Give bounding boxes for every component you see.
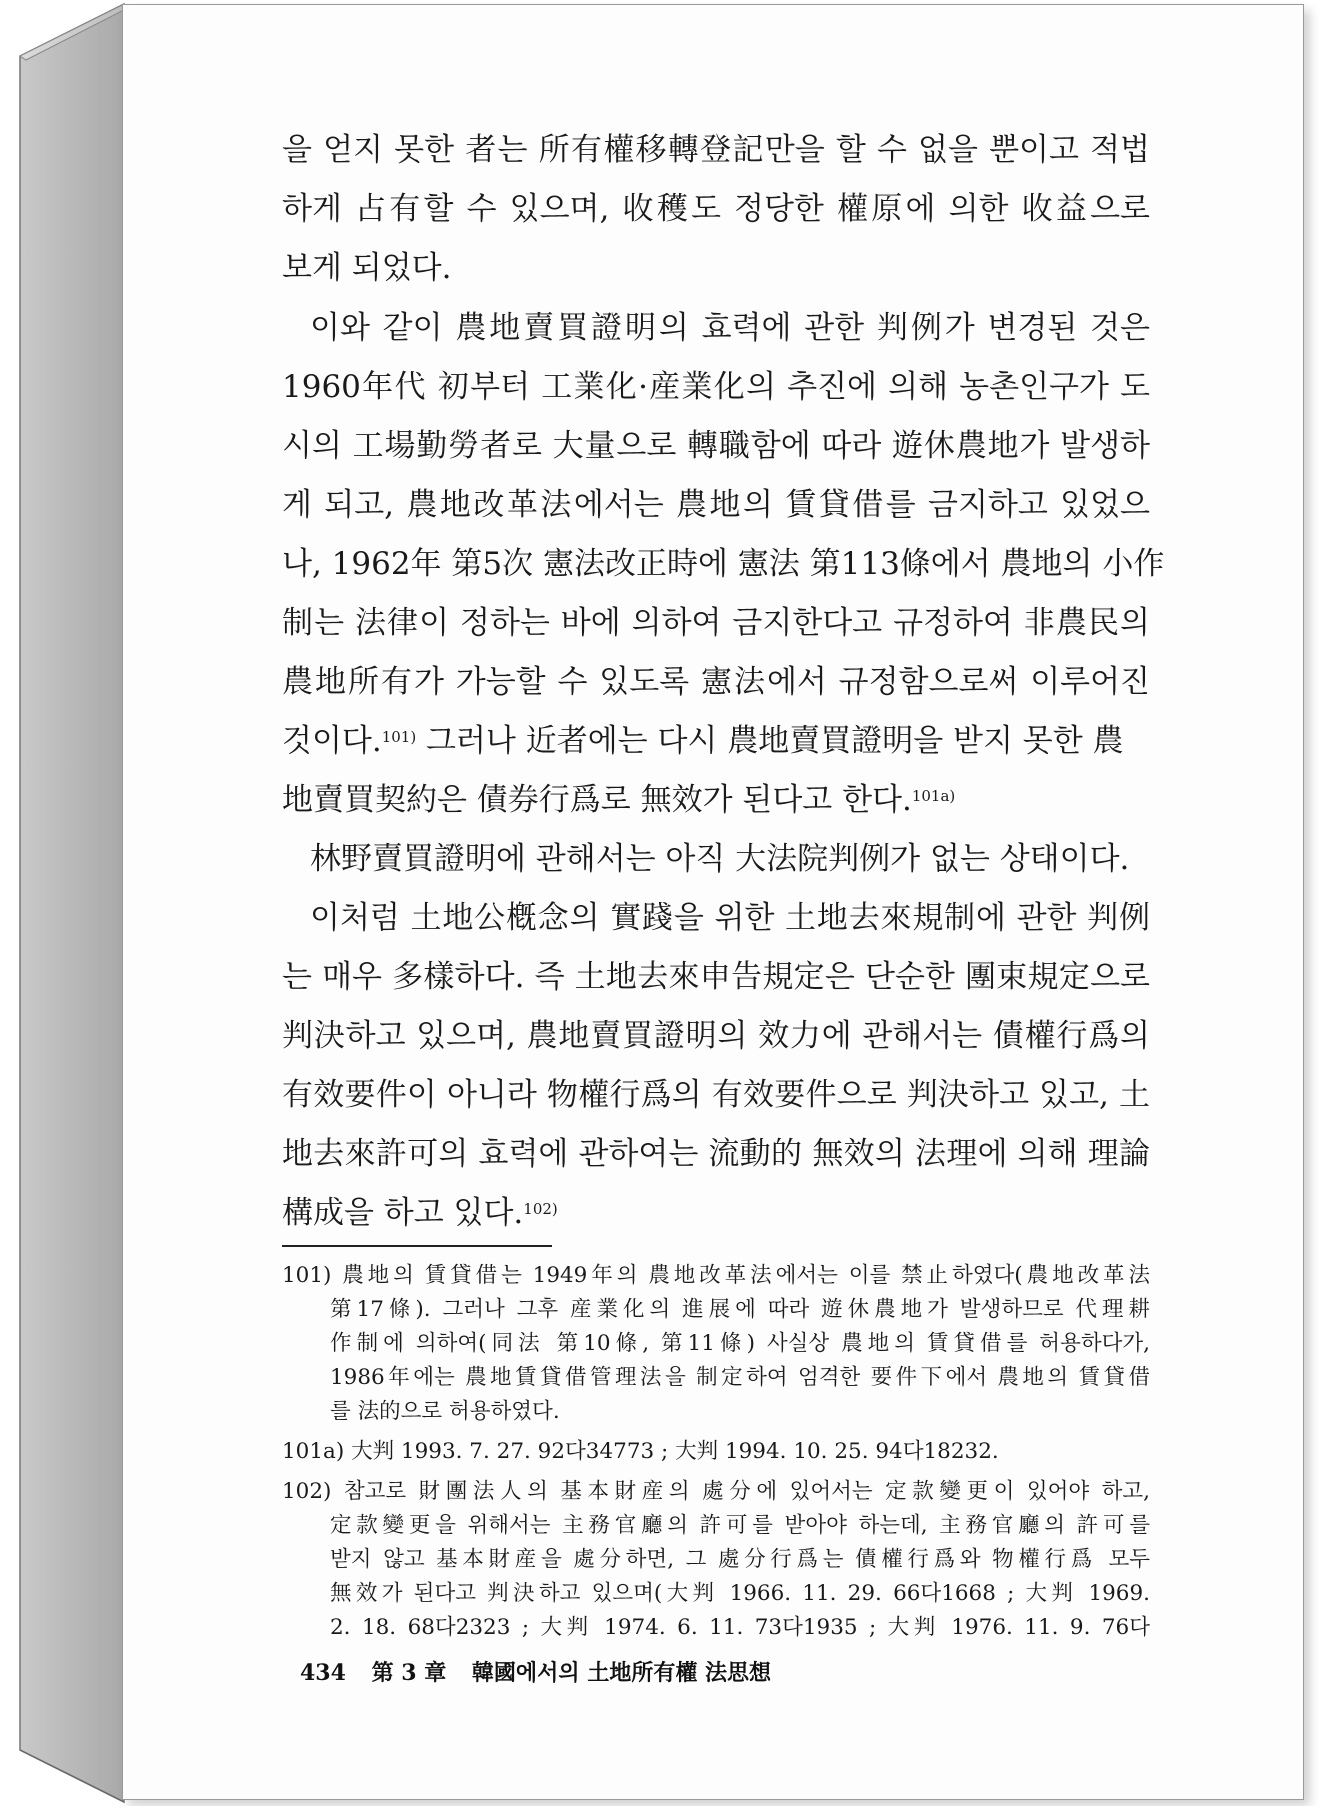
body-line: 하게 占有할 수 있으며, 收穫도 정당한 權原에 의한 收益으로 bbox=[282, 191, 1150, 227]
footnote-102-line: 받지 않고 基本財産을 處分하면, 그 處分行爲는 債權行爲와 物權行爲 모두 bbox=[330, 1547, 1150, 1572]
body-line: 이처럼 土地公槪念의 實踐을 위한 土地去來規制에 관한 判例 bbox=[310, 900, 1150, 936]
body-text: 地賣買契約은 債券行爲로 無效가 된다고 한다. bbox=[282, 782, 912, 818]
chapter-label: 第 3 章 bbox=[371, 1660, 447, 1686]
footnote-102-line: 定款變更을 위해서는 主務官廳의 許可를 받아야 하는데, 主務官廳의 許可를 bbox=[330, 1513, 1150, 1538]
body-line: 林野賣買證明에 관해서는 아직 大法院判例가 없는 상태이다. bbox=[310, 841, 1130, 877]
body-line: 農地所有가 가능할 수 있도록 憲法에서 규정함으로써 이루어진 bbox=[282, 664, 1150, 700]
footnote-divider bbox=[282, 1245, 552, 1247]
body-line: 有效要件이 아니라 物權行爲의 有效要件으로 判決하고 있고, 土 bbox=[282, 1077, 1150, 1113]
body-line: 判決하고 있으며, 農地賣買證明의 效力에 관해서는 債權行爲의 bbox=[282, 1018, 1150, 1054]
body-line: 나, 1962年 第5次 憲法改正時에 憲法 第113條에서 農地의 小作 bbox=[282, 546, 1165, 582]
body-text: 그러나 近者에는 다시 農地賣買證明을 받지 못한 農 bbox=[416, 723, 1124, 759]
body-line: 1960年代 初부터 工業化·産業化의 추진에 의해 농촌인구가 도 bbox=[282, 369, 1150, 405]
body-line-with-footnote bbox=[282, 774, 1150, 819]
body-line-with-footnote bbox=[282, 715, 1150, 760]
body-line-with-footnote bbox=[282, 1187, 1150, 1232]
footnote-102-line: 102) 참고로 財團法人의 基本財産의 處分에 있어서는 定款變更이 있어야 하고, bbox=[282, 1479, 1150, 1504]
footnote-101-line: 1986年에는 農地賃貸借管理法을 制定하여 엄격한 要件下에서 農地의 賃貸借 bbox=[330, 1365, 1150, 1390]
footnote-102-line: 2. 18. 68다2323 ; 大判 1974. 6. 11. 73다1935 ; 大判 1976. 11. 9. 76다 bbox=[330, 1615, 1150, 1640]
footnote-101-line: 第17條). 그러나 그후 産業化의 進展에 따라 遊休農地가 발생하므로 代理耕 bbox=[330, 1297, 1150, 1322]
body-text: 것이다. bbox=[282, 723, 382, 759]
page-number: 434 bbox=[300, 1660, 346, 1686]
body-line: 보게 되었다. bbox=[282, 250, 452, 286]
body-line: 이와 같이 農地賣買證明의 효력에 관한 判例가 변경된 것은 bbox=[310, 310, 1150, 346]
footnote-101-line: 101) 農地의 賃貸借는 1949年의 農地改革法에서는 이를 禁止하였다(農地改革法 bbox=[282, 1263, 1150, 1288]
footnote-ref-101: 101) bbox=[381, 728, 417, 746]
chapter-title: 韓國에서의 土地所有權 法思想 bbox=[471, 1660, 771, 1686]
body-line: 地去來許可의 효력에 관하여는 流動的 無效의 法理에 의해 理論 bbox=[282, 1136, 1150, 1172]
body-line: 는 매우 多樣하다. 즉 土地去來申告規定은 단순한 團束規定으로 bbox=[282, 959, 1150, 995]
body-line: 을 얻지 못한 者는 所有權移轉登記만을 할 수 없을 뿐이고 적법 bbox=[282, 132, 1150, 168]
footnote-ref-101a: 101a) bbox=[911, 787, 956, 805]
page-footer bbox=[300, 1656, 789, 1687]
body-line: 게 되고, 農地改革法에서는 農地의 賃貸借를 금지하고 있었으 bbox=[282, 487, 1150, 523]
footnote-101-line: 作制에 의하여(同法 第10條, 第11條) 사실상 農地의 賃貸借를 허용하다가, bbox=[330, 1331, 1150, 1356]
footnote-102-line: 無效가 된다고 判決하고 있으며(大判 1966. 11. 29. 66다1668 ; 大判 1969. bbox=[330, 1581, 1150, 1606]
footnote-ref-102: 102) bbox=[523, 1200, 558, 1218]
body-line: 시의 工場勤勞者로 大量으로 轉職함에 따라 遊休農地가 발생하 bbox=[282, 428, 1150, 464]
footnote-101-line: 를 法的으로 허용하였다. bbox=[330, 1399, 560, 1424]
footnote-101a: 101a) 大判 1993. 7. 27. 92다34773 ; 大判 1994. 10. 25. 94다18232. bbox=[282, 1439, 999, 1464]
body-line: 制는 法律이 정하는 바에 의하여 금지한다고 규정하여 非農民의 bbox=[282, 605, 1150, 641]
body-text: 構成을 하고 있다. bbox=[282, 1195, 524, 1231]
